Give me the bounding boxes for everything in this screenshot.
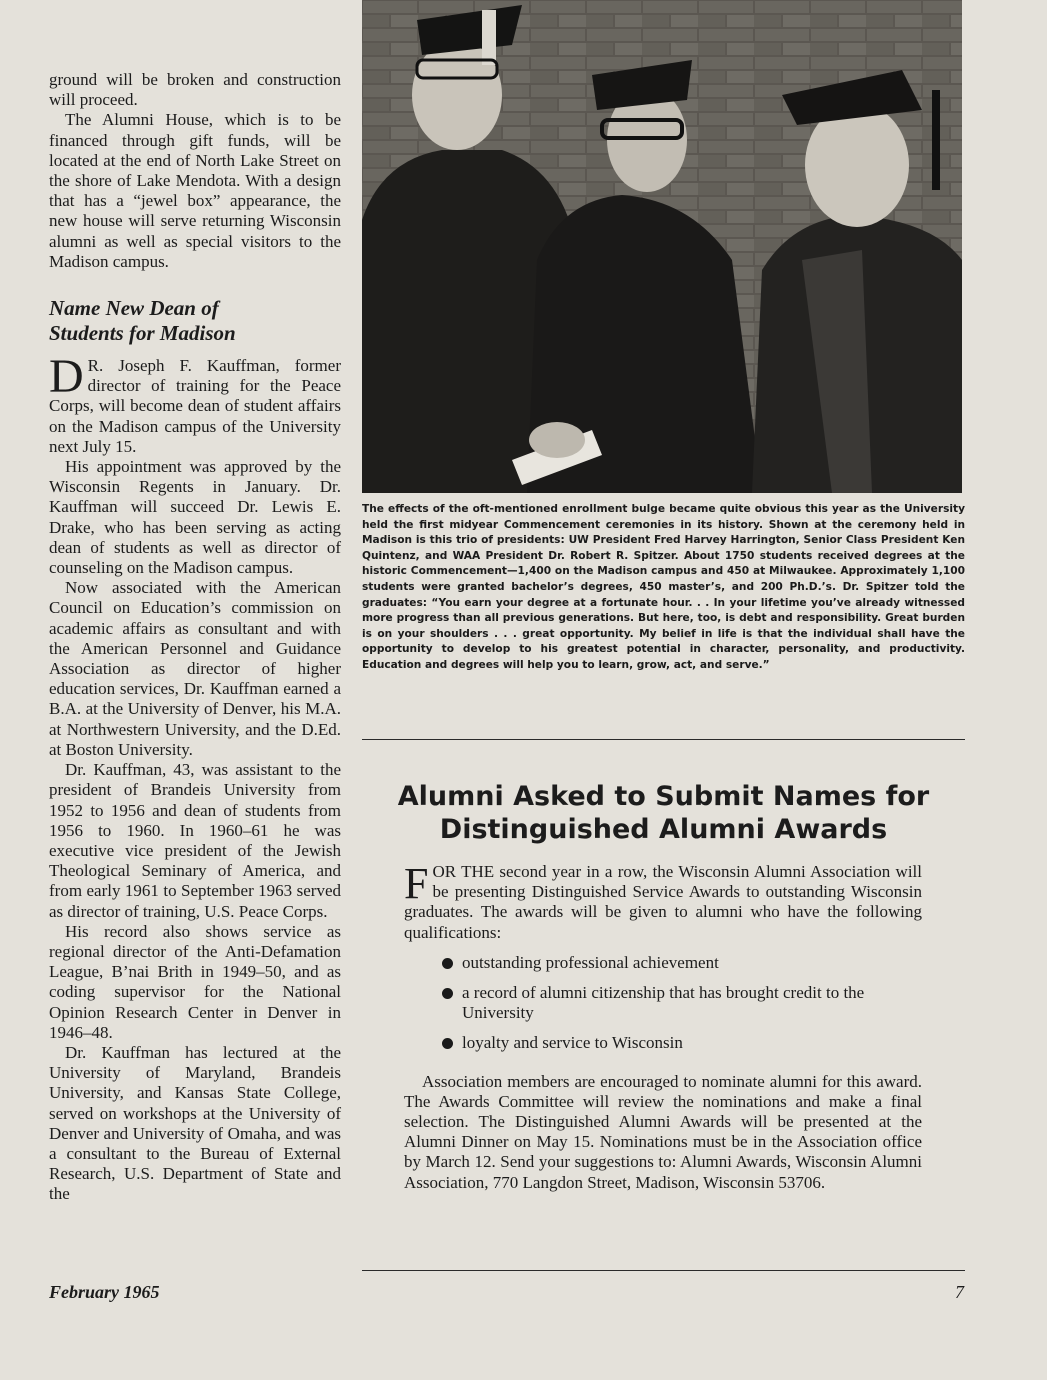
paragraph-dean-intro [49, 350, 341, 457]
drop-cap: D [49, 350, 84, 404]
bullet-icon [442, 958, 453, 969]
list-item: a record of alumni citizenship that has brought credit to the University [404, 983, 922, 1023]
paragraph-appointment: His appointment was approved by the Wisconsin Regents in January. Dr. Kauffman will succeed Dr. Lewis E. Drake, who has been serving as acting dean of students as well as director of counseling on the Madison campus. [49, 457, 341, 578]
list-item: loyalty and service to Wisconsin [404, 1033, 922, 1053]
paragraph-career: Dr. Kauffman, 43, was assistant to the president of Brandeis University from 1952 to 1956 and dean of students from 1956 to 1960. In 1960–61 he was executive vice president of the Jewish Theological Seminary of America, and from early 1961 to September 1963 served as director of training, U.S. Peace Corps. [49, 760, 341, 921]
divider-rule-top [362, 739, 965, 740]
awards-closing: Association members are encouraged to nominate alumni for this award. The Awards Committee will review the nominations and make a final selection. The Distinguished Alumni Awards will be presented at the Alumni Dinner on May 15. Nominations must be in the Association office by March 12. Send your suggestions to: Alumni Awards, Wisconsin Alumni Association, 770 Langdon Street, Madison, Wisconsin 53706. [404, 1071, 922, 1192]
qualifications-list [404, 953, 922, 1054]
paragraph-record: His record also shows service as regional director of the Anti-Defamation League, B’nai Brith in 1949–50, and as coding supervisor for the National Opinion Research Center in Denver in 1946–48. [49, 921, 341, 1042]
bullet-icon [442, 988, 453, 999]
photo-caption: The effects of the oft-mentioned enrollment bulge became quite obvious this year as the University held the first midyear Commencement ceremonies in its history. Shown at the ceremony held in Madison is this trio of presidents: UW President Fred Harvey Harrington, Senior Class President Ken Quintenz, and WAA President Dr. Robert R. Spitzer. About 1750 students received degrees at the historic Commencement—1,400 on the Madison campus and 450 at Milwaukee. Approximately 1,100 students were granted bachelor’s degrees, 450 master’s, and 200 Ph.D.’s. Dr. Spitzer told the graduates: “You earn your degree at a fortunate hour. . . In your lifetime you’ve already witnessed more progress than all previous generations. But here, too, is debt and responsibility. Great burden is on your shoulders . . . great opportunity. My belief in life is that the individual shall have the opportunity to develop to his greatest potential in character, personality, and productivity. Education and degrees will help you to learn, grow, act, and serve.” [362, 503, 965, 671]
awards-intro-text: OR THE second year in a row, the Wisconsin Alumni Association will be presenting Distinguished Service Awards to outstanding Wisconsin graduates. The awards will be given to alumni who have the following qualifications: [404, 862, 922, 942]
list-item: outstanding professional achievement [404, 953, 922, 973]
commencement-photo-illustration [362, 0, 962, 493]
paragraph-lectures: Dr. Kauffman has lectured at the University of Maryland, Brandeis University, and Kansas State College, served on workshops at the University of Denver and University of Omaha, and was a consultant to the Bureau of External Research, U.S. Department of State and the [49, 1042, 341, 1204]
subhead-line-1: Name New Dean of [49, 296, 219, 321]
paragraph-alumni-house: The Alumni House, which is to be financed through gift funds, will be located at the end of North Lake Street on the shore of Lake Mendota. With a design that has a “jewel box” appearance, the new house will serve returning Wisconsin alumni as well as special visitors to the Madison campus. [49, 110, 341, 271]
left-column [49, 70, 341, 1205]
paragraph-dean-intro-text: R. Joseph F. Kauffman, former director of training for the Peace Corps, will become dean of student affairs on the Madison campus of the University next July 15. [49, 356, 341, 456]
awards-article-body [404, 859, 922, 1193]
awards-headline [362, 780, 965, 846]
issue-date: February 1965 [49, 1282, 160, 1302]
awards-intro [404, 859, 922, 943]
page-number: 7 [955, 1282, 964, 1302]
subhead-line-2: Students for Madison [49, 321, 236, 346]
bullet-icon [442, 1038, 453, 1049]
headline-line-1: Alumni Asked to Submit Names for [397, 781, 930, 812]
divider-rule-bottom [362, 1270, 965, 1271]
article-subhead [49, 296, 341, 346]
awards-drop-cap: F [404, 859, 429, 908]
headline-line-2: Distinguished Alumni Awards [439, 814, 888, 845]
paragraph-education: Now associated with the American Council on Education’s commission on academic affairs as consultant and with the American Personnel and Guidance Association as director of higher education services, Dr. Kauffman earned a B.A. at the University of Denver, his M.A. at Northwestern University, and the D.Ed. at Boston University. [49, 578, 341, 759]
commencement-photo [362, 0, 962, 493]
paragraph-continuation: ground will be broken and construction will proceed. [49, 70, 341, 110]
